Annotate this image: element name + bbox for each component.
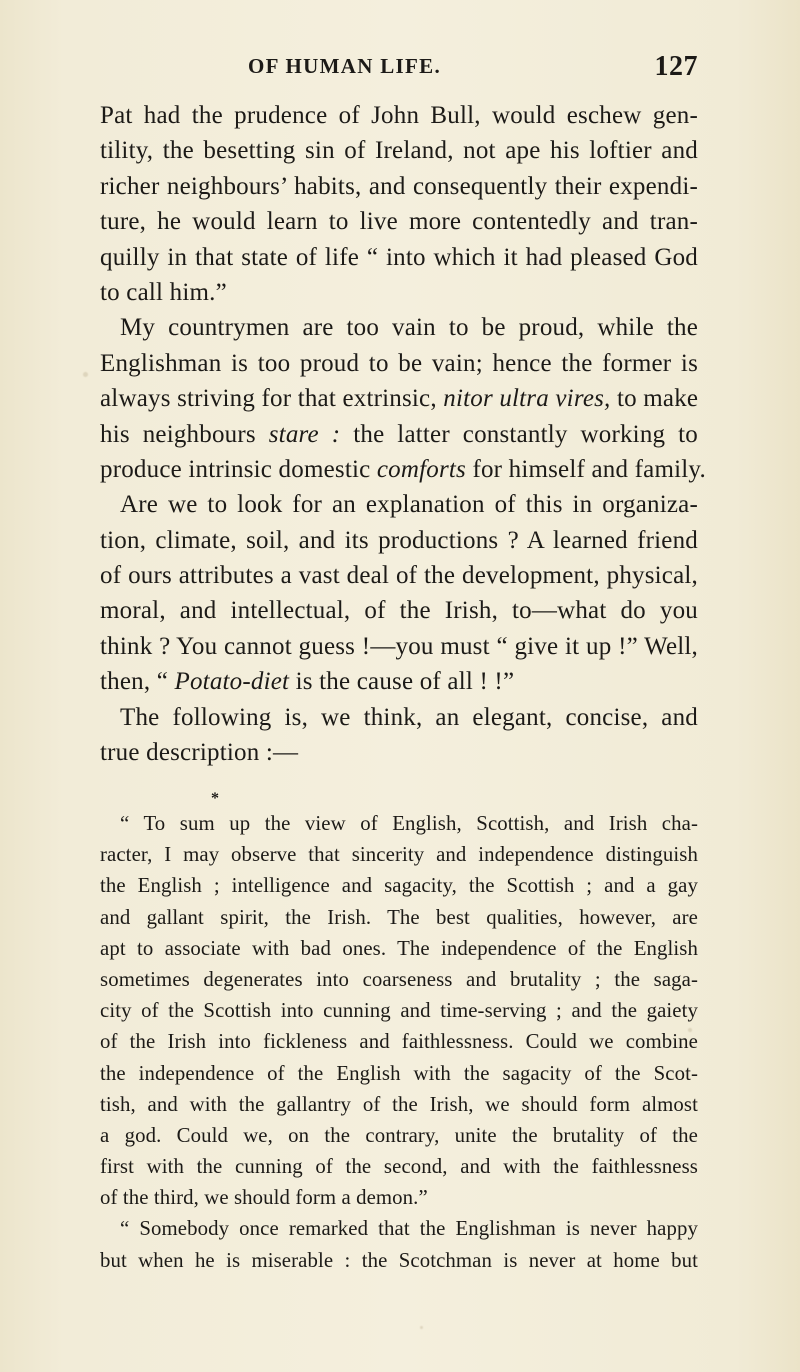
text-line: tility, the besetting sin of Ireland, not ape his loftier and xyxy=(100,137,698,165)
text-line xyxy=(100,417,698,452)
text-line: of ours attributes a vast deal of the development, physical, xyxy=(100,562,698,590)
paper-spot xyxy=(83,372,88,377)
quote-line: the independence of the English with the sagacity of the Scot- xyxy=(100,1061,698,1085)
text-line: Englishman is too proud to be vain; hence the former is xyxy=(100,349,698,377)
quote-line: tish, and with the gallantry of the Irish, we should form almost xyxy=(100,1092,698,1116)
main-text xyxy=(100,98,706,770)
quote-line: city of the Scottish into cunning and time-serving ; and the gaiety xyxy=(100,999,698,1023)
text-segment: for himself and family. xyxy=(472,455,706,483)
text-segment: then, “ xyxy=(100,668,169,696)
text-segment: produce intrinsic domestic xyxy=(100,455,371,483)
page-number: 127 xyxy=(654,51,698,82)
quote-line: a god. Could we, on the contrary, unite the brutality of the xyxy=(100,1123,698,1147)
text-line xyxy=(100,664,698,699)
quote-line: first with the cunning of the second, and with the faithlessness xyxy=(100,1155,698,1179)
text-line: think ? You cannot guess !—you must “ give it up !” Well, xyxy=(100,632,698,660)
italic-phrase: stare : xyxy=(268,420,341,448)
text-line xyxy=(100,381,698,416)
text-line: The following is, we think, an elegant, concise, and xyxy=(120,703,698,731)
italic-phrase: comforts xyxy=(376,455,466,483)
quote-line: and gallant spirit, the Irish. The best qualities, however, are xyxy=(100,905,698,929)
text-line: quilly in that state of life “ into which it had pleased God xyxy=(100,243,698,271)
text-segment: his neighbours xyxy=(100,420,256,448)
text-line: Pat had the prudence of John Bull, would eschew gen- xyxy=(100,102,698,129)
text-line: ture, he would learn to live more contentedly and tran- xyxy=(100,208,698,236)
quote-line: of the Irish into fickleness and faithlessness. Could we combine xyxy=(100,1030,698,1054)
text-line: My countrymen are too vain to be proud, while the xyxy=(120,314,698,342)
text-line xyxy=(100,452,706,487)
running-title: OF HUMAN LIFE. xyxy=(248,54,441,78)
running-head xyxy=(100,51,698,84)
italic-phrase: nitor ultra vires, xyxy=(443,385,611,413)
text-line: moral, and intellectual, of the Irish, to—what do you xyxy=(100,597,698,625)
quote-line: “ Somebody once remarked that the Englishman is never happy xyxy=(120,1217,698,1241)
quote-line: the English ; intelligence and sagacity, the Scottish ; and a gay xyxy=(100,874,698,898)
paper-spot xyxy=(420,1326,423,1329)
text-line: to call him.” xyxy=(100,278,227,306)
text-line: tion, climate, soil, and its productions ? A learned friend xyxy=(100,526,698,554)
italic-phrase: Potato-diet xyxy=(174,668,290,696)
quote-line: but when he is miserable : the Scotchman is never at home but xyxy=(100,1248,698,1272)
quote-line: sometimes degenerates into coarseness and brutality ; the saga- xyxy=(100,967,698,991)
quote-line: apt to associate with bad ones. The independence of the English xyxy=(100,936,698,960)
text-segment: is the cause of all ! !” xyxy=(295,668,515,696)
text-line: Are we to look for an explanation of this in organiza- xyxy=(120,491,698,519)
quote-line: racter, I may observe that sincerity and independence distinguish xyxy=(100,843,698,867)
quote-line: “ To sum up the view of English, Scottish, and Irish cha- xyxy=(120,812,698,835)
text-segment: always striving for that extrinsic, xyxy=(100,385,437,413)
text-segment: the latter constantly working to xyxy=(353,420,698,448)
quote-mark: * xyxy=(211,790,219,807)
quote-line: of the third, we should form a demon.” xyxy=(100,1186,428,1210)
text-line: true description :— xyxy=(100,739,299,767)
quotation-block xyxy=(100,808,698,1276)
text-segment: to make xyxy=(616,385,699,413)
text-line: richer neighbours’ habits, and consequently their expendi- xyxy=(100,172,698,200)
